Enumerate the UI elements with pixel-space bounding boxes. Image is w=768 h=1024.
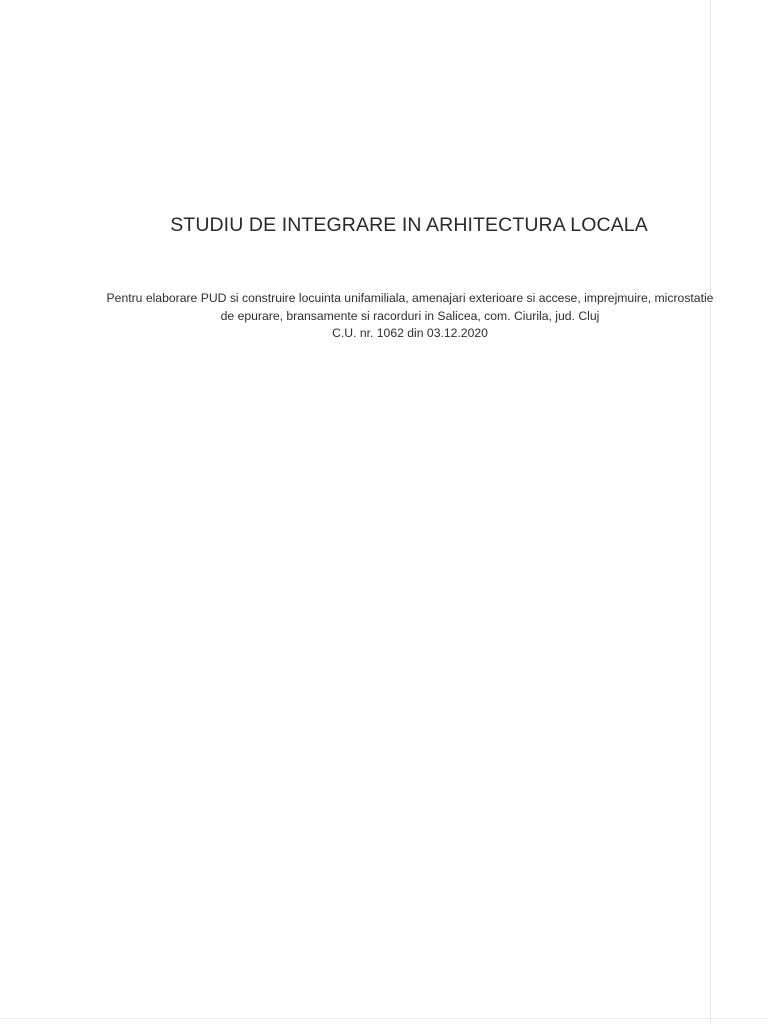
document-title: STUDIU DE INTEGRARE IN ARHITECTURA LOCALA — [170, 214, 648, 236]
scan-edge-right — [710, 0, 711, 1024]
description-line-1: Pentru elaborare PUD si construire locuinta unifamiliala, amenajari exterioare si accese, imprejmuire, microstatie — [106, 291, 714, 305]
document-description — [100, 290, 720, 343]
scan-edge-bottom — [0, 1018, 768, 1019]
description-line-2: de epurare, bransamente si racorduri in Salicea, com. Ciurila, jud. Cluj — [220, 308, 600, 323]
certificate-reference: C.U. nr. 1062 din 03.12.2020 — [332, 326, 488, 340]
